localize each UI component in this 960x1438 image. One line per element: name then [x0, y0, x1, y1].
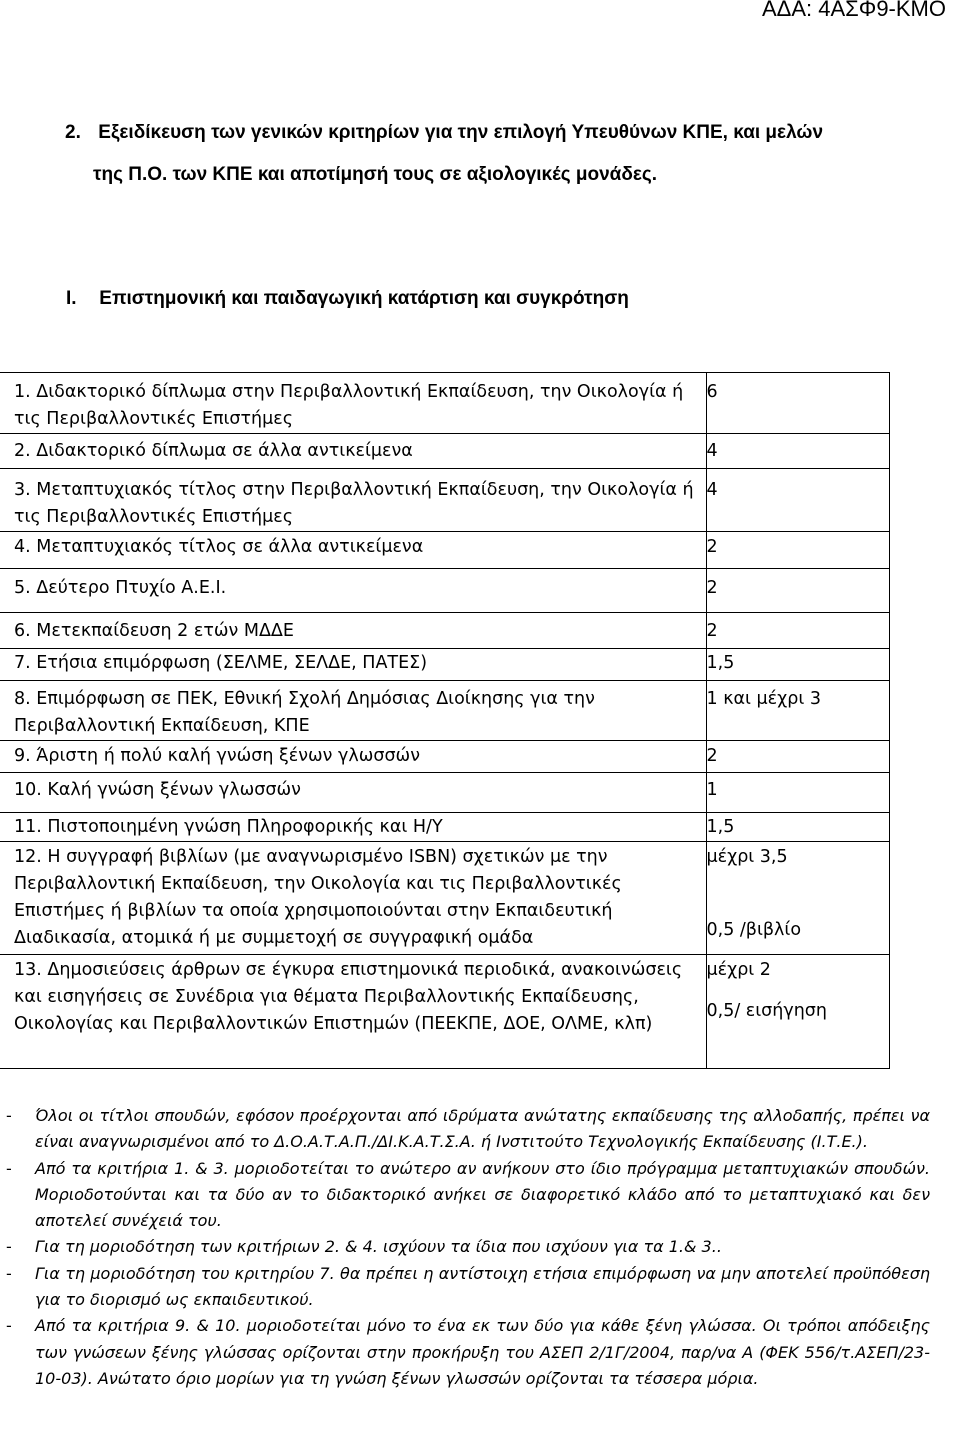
note-item: - Για τη μοριοδότηση του κριτηρίου 7. θα πρέπει η αντίστοιχη ετήσια επιμόρφωση να μην αποτελεί προϋπόθεση για το διορισμό ως εκπαιδευτικού.	[6, 1263, 930, 1310]
criterion-label: 5. Δεύτερο Πτυχίο Α.Ε.Ι.	[0, 569, 706, 613]
notes-list	[0, 1103, 930, 1392]
criterion-row	[0, 569, 889, 613]
criterion-label: 1. Διδακτορικό δίπλωμα στην Περιβαλλοντική Εκπαίδευση, την Οικολογία ή τις Περιβαλλοντικές Επιστήμες	[0, 373, 706, 434]
criterion-points: μέχρι 2 0,5/ εισήγηση	[706, 955, 889, 1069]
criterion-label: 8. Επιμόρφωση σε ΠΕΚ, Εθνική Σχολή Δημόσιας Διοίκησης για την Περιβαλλοντική Εκπαίδευση, ΚΠΕ	[0, 681, 706, 741]
criterion-row	[0, 741, 889, 773]
section-heading	[65, 112, 853, 196]
criterion-points: 2	[706, 613, 889, 649]
note-item: - Από τα κριτήρια 1. & 3. μοριοδοτείται το ανώτερο αν ανήκουν στο ίδιο πρόγραμμα μεταπτυχιακών σπουδών. Μοριοδοτούνται και τα δύο αν το διδακτορικό ανήκει σε διαφορετικό κλάδο από το μεταπτυχιακό και δεν αποτελεί συνέχειά του.	[6, 1158, 930, 1231]
criterion-label: 2. Διδακτορικό δίπλωμα σε άλλα αντικείμενα	[0, 434, 706, 469]
criterion-row	[0, 434, 889, 469]
criterion-label: 6. Μετεκπαίδευση 2 ετών ΜΔΔΕ	[0, 613, 706, 649]
subsection-title	[66, 288, 629, 310]
criterion-row	[0, 842, 889, 955]
criterion-label: 3. Μεταπτυχιακός τίτλος στην Περιβαλλοντική Εκπαίδευση, την Οικολογία ή τις Περιβαλλοντικές Επιστήμες	[0, 469, 706, 532]
criterion-row	[0, 681, 889, 741]
criterion-points: 2	[706, 532, 889, 569]
criterion-label: 13. Δημοσιεύσεις άρθρων σε έγκυρα επιστημονικά περιοδικά, ανακοινώσεις και εισηγήσεις σε Συνέδρια για θέματα Περιβαλλοντικής Εκπαίδευσης, Οικολογίας και Περιβαλλοντικών Επιστημών (ΠΕΕΚΠΕ, ΔΟΕ, ΟΛΜΕ, κλπ)	[0, 955, 706, 1069]
criterion-row	[0, 649, 889, 681]
criterion-row	[0, 773, 889, 813]
criterion-row	[0, 373, 889, 434]
criterion-points: 1,5	[706, 813, 889, 842]
criterion-points: 2	[706, 741, 889, 773]
criterion-label: 10. Καλή γνώση ξένων γλωσσών	[0, 773, 706, 813]
heading-number: 2.	[65, 122, 81, 143]
criterion-label: 9. Άριστη ή πολύ καλή γνώση ξένων γλωσσών	[0, 741, 706, 773]
criterion-row	[0, 813, 889, 842]
criterion-points: 1	[706, 773, 889, 813]
criterion-row	[0, 469, 889, 532]
criterion-label: 11. Πιστοποιημένη γνώση Πληροφορικής και Η/Υ	[0, 813, 706, 842]
criterion-row	[0, 532, 889, 569]
criterion-points: 1 και μέχρι 3	[706, 681, 889, 741]
criterion-points: 2	[706, 569, 889, 613]
criterion-points: μέχρι 3,5 0,5 /βιβλίο	[706, 842, 889, 955]
heading-text: Εξειδίκευση των γενικών κριτηρίων για την επιλογή Υπευθύνων ΚΠΕ, και μελών της Π.Ο. των ΚΠΕ και αποτίμησή τους σε αξιολογικές μονάδες.	[93, 122, 824, 185]
criterion-row	[0, 955, 889, 1069]
ada-code: ΑΔΑ: 4ΑΣΦ9-ΚΜΟ	[761, 0, 946, 21]
subsection-text: Επιστημονική και παιδαγωγική κατάρτιση και συγκρότηση	[99, 288, 629, 309]
criterion-points: 1,5	[706, 649, 889, 681]
criteria-table	[0, 372, 890, 1069]
criterion-row	[0, 613, 889, 649]
note-item: - Για τη μοριοδότηση των κριτήριων 2. & 4. ισχύουν τα ίδια που ισχύουν για τα 1.& 3..	[6, 1237, 722, 1257]
note-item: - Από τα κριτήρια 9. & 10. μοριοδοτείται μόνο το ένα εκ των δύο για κάθε ξένη γλώσσα. Οι τρόποι απόδειξης των γνώσεων ξένης γλώσσας ορίζονται στην προκήρυξη του ΑΣΕΠ 2/1Γ/2004, παρ/να Α (ΦΕΚ 556/τ.ΑΣΕΠ/23-10-03). Ανώτατο όριο μορίων για τη γνώση ξένων γλωσσών ορίζονται τα τέσσερα μόρια.	[6, 1316, 930, 1388]
subsection-number: I.	[66, 288, 77, 309]
criterion-label: 12. Η συγγραφή βιβλίων (με αναγνωρισμένο ISBN) σχετικών με την Περιβαλλοντική Εκπαίδευση, την Οικολογία και τις Περιβαλλοντικές Επιστήμες ή βιβλίων τα οποία χρησιμοποιούνται στην Εκπαιδευτική Διαδικασία, ατομικά ή με συμμετοχή σε συγγραφική ομάδα	[0, 842, 706, 955]
criterion-label: 4. Μεταπτυχιακός τίτλος σε άλλα αντικείμενα	[0, 532, 706, 569]
criterion-label: 7. Ετήσια επιμόρφωση (ΣΕΛΜΕ, ΣΕΛΔΕ, ΠΑΤΕΣ)	[0, 649, 706, 681]
criterion-points: 4	[706, 434, 889, 469]
criterion-points: 4	[706, 469, 889, 532]
note-item: - Όλοι οι τίτλοι σπουδών, εφόσον προέρχονται από ιδρύματα ανώτατης εκπαίδευσης της αλλοδαπής, πρέπει να είναι αναγνωρισμένοι από το Δ.Ο.Α.Τ.Α.Π./ΔΙ.Κ.Α.Τ.Σ.Α. ή Ινστιτούτο Τεχνολογικής Εκπαίδευσης (Ι.Τ.Ε.).	[6, 1106, 930, 1152]
criterion-points: 6	[706, 373, 889, 434]
